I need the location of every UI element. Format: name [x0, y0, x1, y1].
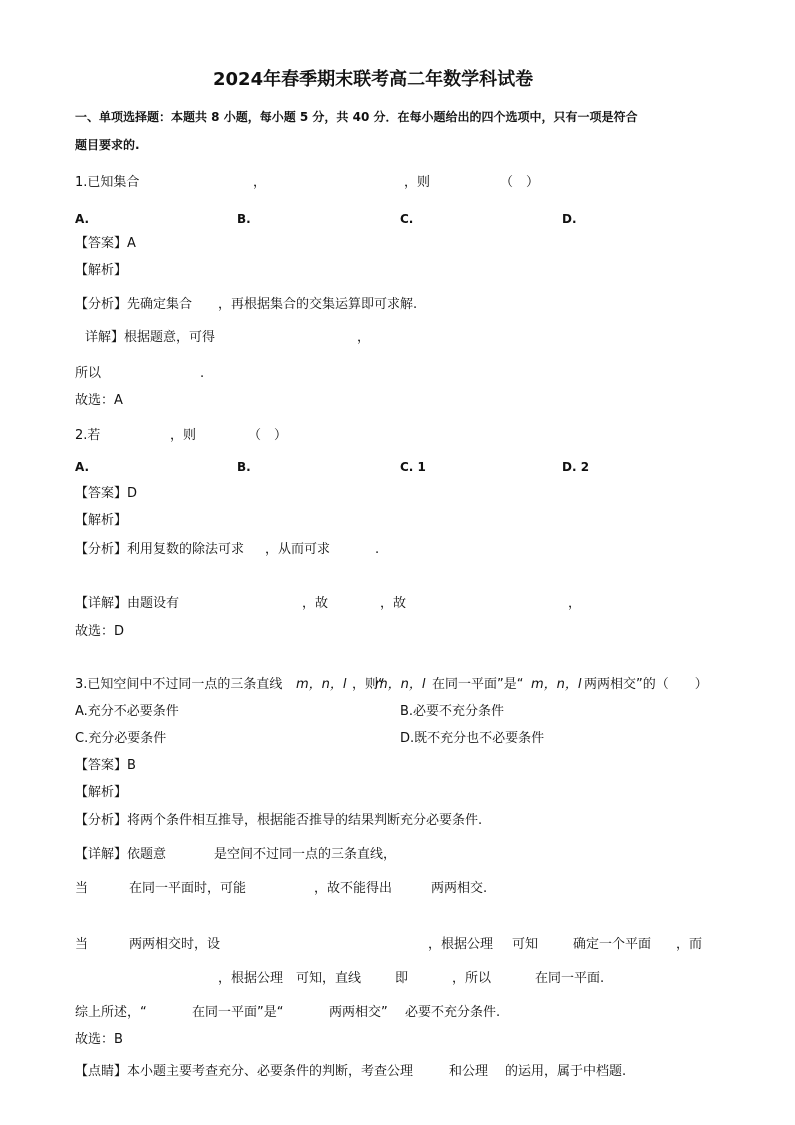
- q3-stem-then: ，则“: [352, 677, 385, 692]
- q2-xiangjie-gu1: ，故: [302, 596, 329, 611]
- q3-summary-condition: 必要不充分条件.: [405, 1005, 501, 1020]
- q3-stem-vars: m，n，l: [296, 677, 347, 692]
- q1-answer: 【答案】A: [75, 236, 136, 251]
- q3-xj3-intersect: 两两相交时，设: [129, 937, 221, 952]
- q3-analysis-label: 【解析】: [75, 785, 128, 800]
- section-heading-line2: 题目要求的.: [75, 138, 140, 152]
- q3-xj1-end: 是空间不过同一点的三条直线，: [214, 847, 397, 862]
- q3-xj2-intersect: 两两相交.: [431, 881, 488, 896]
- q3-choice: 故选：B: [75, 1032, 123, 1047]
- q2-choice: 故选：D: [75, 624, 125, 639]
- q2-option-d: D. 2: [562, 460, 590, 474]
- q3-xj3-and: ，而: [676, 937, 703, 952]
- q1-option-d: D.: [562, 212, 577, 226]
- q1-paren: （ ）: [500, 175, 540, 190]
- q3-xj4-axiom: ，根据公理: [218, 971, 284, 986]
- q3-summary-plane: 在同一平面”是“: [192, 1005, 284, 1020]
- q3-xj4-plane: 在同一平面.: [535, 971, 605, 986]
- q3-xj3-plane: 确定一个平面: [573, 937, 652, 952]
- q1-stem-comma: ，: [253, 175, 267, 190]
- q3-xj1-start: 【详解】依题意: [75, 847, 167, 862]
- section-heading-line1: 一、单项选择题：本题共 8 小题，每小题 5 分，共 40 分．在每小题给出的四个选项中，只有一项是符合: [75, 110, 638, 124]
- q3-stem-end: 两两相交”的（ ）: [584, 677, 708, 692]
- q3-summary-start: 综上所述，“: [75, 1005, 147, 1020]
- q3-xj4-so: ，所以: [452, 971, 492, 986]
- q1-option-a: A.: [75, 212, 90, 226]
- q3-summary-intersect: 两两相交”: [329, 1005, 388, 1020]
- q3-stem-start: 3.已知空间中不过同一点的三条直线: [75, 677, 283, 692]
- q2-option-b: B.: [237, 460, 251, 474]
- q1-period: .: [200, 366, 205, 381]
- q3-option-b: B.必要不充分条件: [400, 704, 505, 719]
- q2-stem-start: 2.若: [75, 428, 101, 443]
- q3-xj3-know: 可知: [512, 937, 539, 952]
- q2-fenxi-end: .: [375, 542, 380, 557]
- q2-xiangjie-comma: ，: [568, 596, 582, 611]
- q2-option-a: A.: [75, 460, 90, 474]
- q1-analysis-label: 【解析】: [75, 263, 128, 278]
- q3-xj2-when: 当: [75, 881, 89, 896]
- q3-answer: 【答案】B: [75, 758, 136, 773]
- q3-xj3-axiom: ，根据公理: [428, 937, 494, 952]
- q3-option-c: C.充分必要条件: [75, 731, 167, 746]
- q3-dianjing-start: 【点睛】本小题主要考查充分、必要条件的判断，考查公理: [75, 1064, 414, 1079]
- q2-answer: 【答案】D: [75, 486, 138, 501]
- q3-dianjing-end: 的运用，属于中档题.: [505, 1064, 627, 1079]
- q1-stem-then: ，则: [404, 175, 431, 190]
- q3-xj3-when: 当: [75, 937, 89, 952]
- q1-choice: 故选：A: [75, 393, 123, 408]
- q3-xj2-cannot: ，故不能得出: [314, 881, 393, 896]
- q1-xiangjie-comma: ，: [357, 330, 371, 345]
- q3-dianjing-mid: 和公理: [449, 1064, 489, 1079]
- q3-option-d: D.既不充分也不必要条件: [400, 731, 545, 746]
- q3-stem-vars2: m，n，l: [375, 677, 426, 692]
- q2-option-c: C. 1: [400, 460, 426, 474]
- q3-xj4-line: 可知，直线: [296, 971, 362, 986]
- q1-suoyi: 所以: [75, 366, 102, 381]
- q2-fenxi-start: 【分析】利用复数的除法可求: [75, 542, 245, 557]
- page-title: 2024年春季期末联考高二年数学科试卷: [213, 69, 534, 90]
- q2-stem-then: ，则: [170, 428, 197, 443]
- q3-option-a: A.充分不必要条件: [75, 704, 179, 719]
- q1-fenxi-end: ，再根据集合的交集运算即可求解.: [218, 297, 418, 312]
- q2-xiangjie-start: 【详解】由题设有: [75, 596, 180, 611]
- q3-fenxi: 【分析】将两个条件相互推导，根据能否推导的结果判断充分必要条件.: [75, 813, 483, 828]
- q3-xj2-plane: 在同一平面时，可能: [129, 881, 247, 896]
- q1-option-b: B.: [237, 212, 251, 226]
- q2-analysis-label: 【解析】: [75, 513, 128, 528]
- q2-paren: （ ）: [248, 428, 288, 443]
- q1-fenxi-start: 【分析】先确定集合: [75, 297, 193, 312]
- q1-option-c: C.: [400, 212, 414, 226]
- q1-stem-start: 1.已知集合: [75, 175, 140, 190]
- q3-stem-vars3: m，n，l: [531, 677, 582, 692]
- q2-fenxi-mid: ，从而可求: [265, 542, 331, 557]
- q3-xj4-ie: 即: [395, 971, 409, 986]
- q1-xiangjie-start: 详解】根据题意，可得: [85, 330, 216, 345]
- q2-xiangjie-gu2: ，故: [380, 596, 407, 611]
- q3-stem-same-plane: 在同一平面”是“: [432, 677, 524, 692]
